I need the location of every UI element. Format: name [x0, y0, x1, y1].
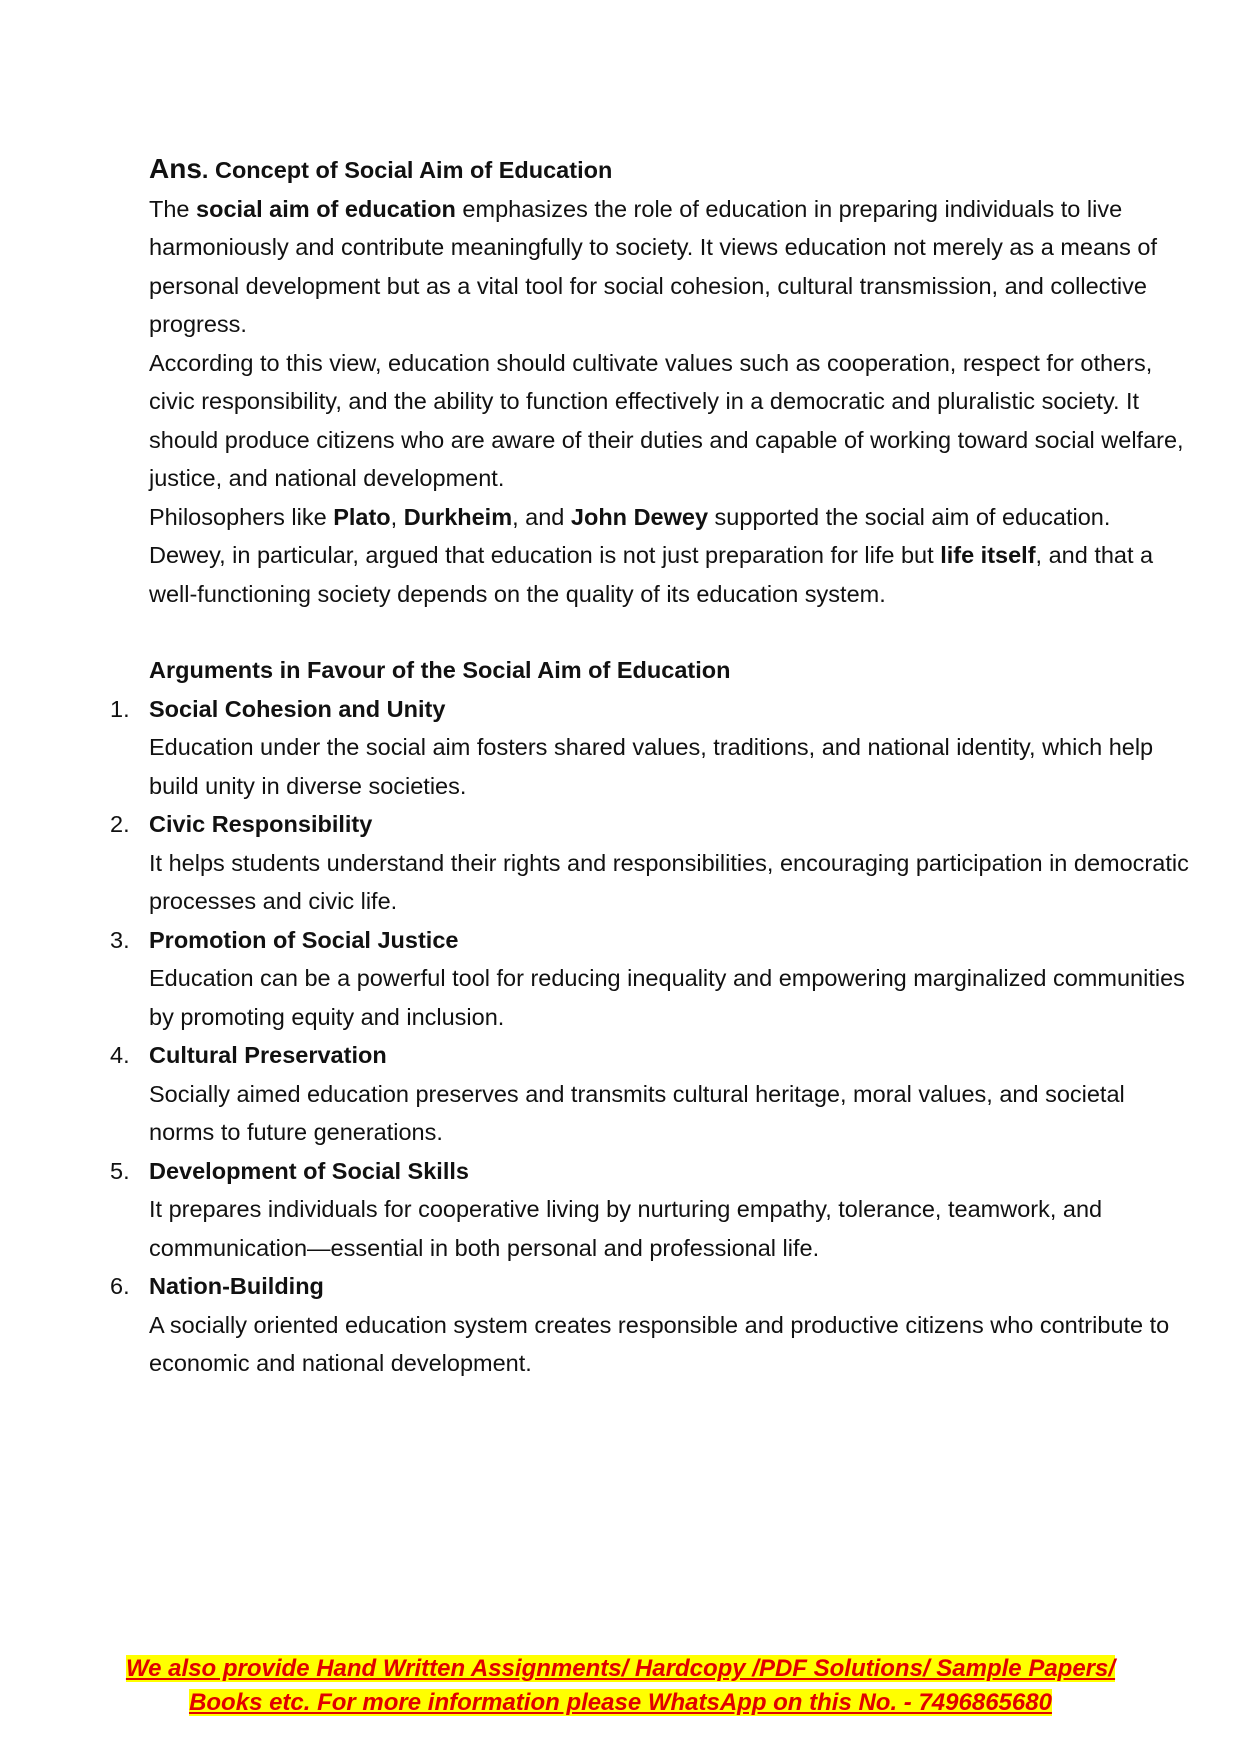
philosophers-paragraph [149, 498, 1189, 614]
intro-text-2: emphasizes the role of education in preparing individuals to live harmoniously and contribute meaningfully to society. It views education not merely as a means of personal development but as a vital tool for social cohesion, cultural transmission, and collective progress. [149, 195, 1157, 337]
list-item [110, 1267, 1189, 1383]
ans-separator: . [201, 157, 209, 183]
item-title: Civic Responsibility [149, 811, 373, 837]
promo-line-2: Books etc. For more information please WhatsApp on this No. - 7496865680 [189, 1689, 1052, 1716]
item-title: Nation-Building [149, 1273, 324, 1299]
answer-content [110, 150, 1189, 1383]
item-number: 6. [110, 1273, 130, 1299]
item-title: Cultural Preservation [149, 1042, 387, 1068]
intro-paragraph [149, 190, 1189, 344]
promo-line-1: We also provide Hand Written Assignments/ Hardcopy /PDF Solutions/ Sample Papers/ [125, 1655, 1116, 1682]
phil-name-dewey: John Dewey [570, 503, 709, 530]
item-number: 4. [110, 1042, 130, 1068]
arguments-list [110, 690, 1189, 1383]
phil-text-1: Philosophers like [149, 503, 334, 530]
item-text: Education under the social aim fosters shared values, traditions, and national identity, which help build unity in diverse societies. [149, 734, 1154, 799]
item-text: It prepares individuals for cooperative living by nurturing empathy, tolerance, teamwork, and communication—essential in both personal and professional life. [149, 1196, 1103, 1261]
arguments-heading: Arguments in Favour of the Social Aim of Education [149, 657, 731, 683]
item-text: A socially oriented education system creates responsible and productive citizens who contribute to economic and national development. [149, 1311, 1170, 1376]
answer-title: Concept of Social Aim of Education [214, 157, 613, 183]
phil-text-5: , and that a well-functioning society depends on the quality of its education system. [149, 542, 1154, 607]
paragraph-spacer [149, 613, 1189, 651]
list-item [110, 1152, 1189, 1268]
list-item [110, 1036, 1189, 1152]
phil-text-4: supported the social aim of education. Dewey, in particular, argued that education is not just preparation for life but [149, 503, 1111, 568]
list-item [110, 690, 1189, 806]
item-number: 3. [110, 926, 130, 953]
phil-bold-life-itself: life itself [940, 542, 1036, 568]
item-text: It helps students understand their rights and responsibilities, encouraging participation in democratic processes and civic life. [149, 849, 1189, 914]
phil-name-plato: Plato [333, 503, 391, 530]
item-title: Social Cohesion and Unity [149, 695, 446, 722]
answer-heading [149, 150, 1189, 190]
values-paragraph: According to this view, education should cultivate values such as cooperation, respect for others, civic responsibility, and the ability to function effectively in a democratic and pluralistic society. It should produce citizens who are aware of their duties and capable of working toward social welfare, justice, and national development. [149, 349, 1184, 491]
item-text: Education can be a powerful tool for reducing inequality and empowering marginalized communities by promoting equity and inclusion. [149, 965, 1185, 1030]
phil-text-2: , [390, 503, 404, 530]
promo-footer [60, 1652, 1181, 1720]
list-item [110, 921, 1189, 1037]
item-number: 1. [110, 695, 130, 722]
item-text: Socially aimed education preserves and transmits cultural heritage, moral values, and societal norms to future generations. [149, 1080, 1125, 1145]
ans-prefix: Ans [149, 153, 202, 184]
item-title: Development of Social Skills [149, 1157, 469, 1184]
intro-bold-term: social aim of education [196, 195, 456, 222]
intro-text-1: The [149, 195, 197, 222]
item-title: Promotion of Social Justice [149, 926, 459, 953]
phil-name-durkheim: Durkheim [403, 503, 513, 530]
item-number: 5. [110, 1157, 130, 1184]
list-item [110, 805, 1189, 921]
item-number: 2. [110, 811, 130, 837]
phil-text-3: , and [512, 503, 571, 530]
